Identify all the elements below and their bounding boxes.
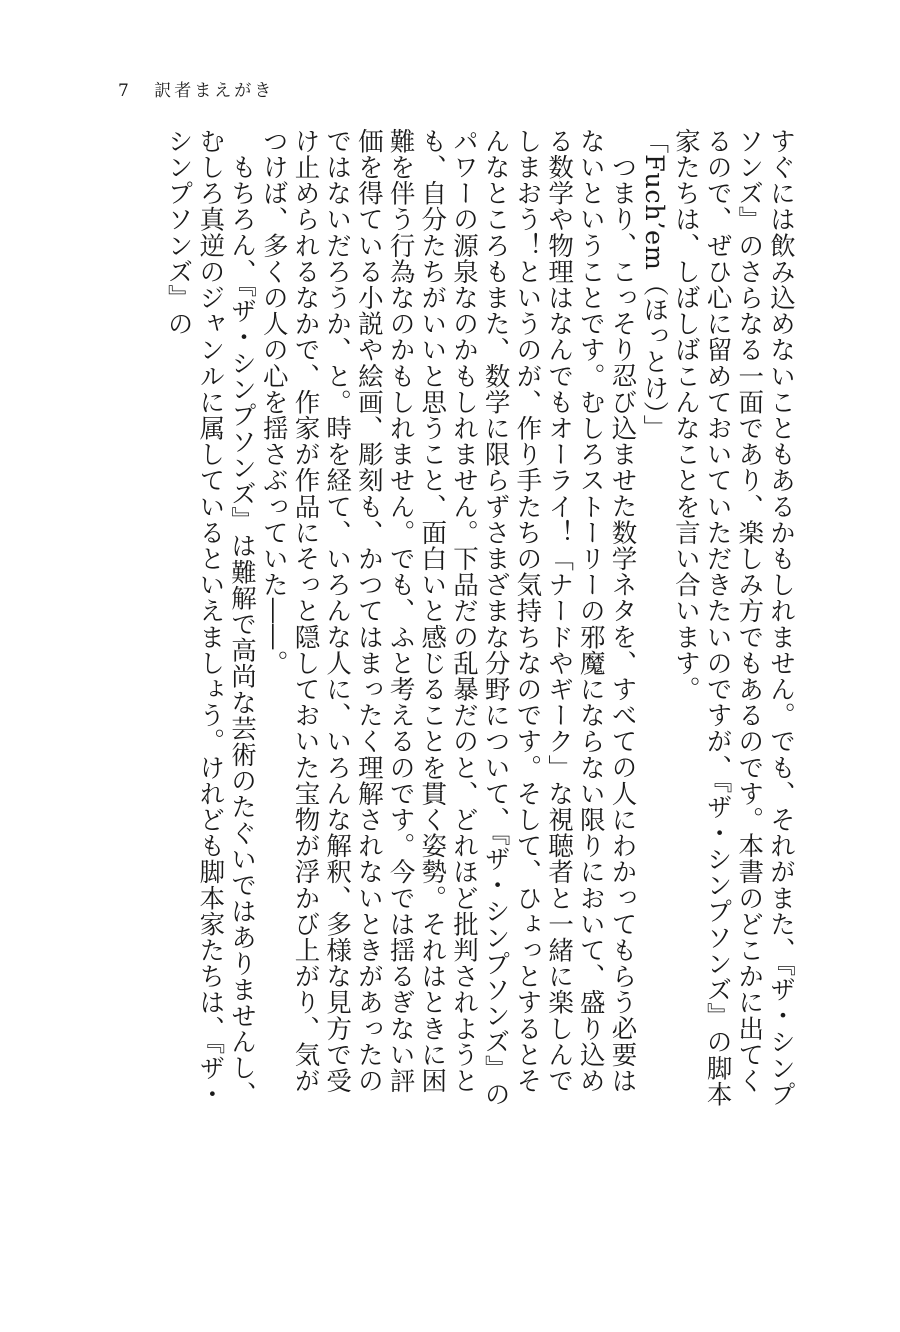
- paragraph-quote: 「Fuch’em（ほっとけ）」: [639, 128, 670, 441]
- running-head: [118, 76, 274, 101]
- paragraph-main: つまり、こっそり忍び込ませた数学ネタを、すべての人にわかってもらう必要はないということです。むしろストーリーの邪魔にならない限りにおいて、盛り込める数学や物理はなんでもオーライ！「ナードやギーク」な視聴者と一緒に楽しんでしまおう！というのが、作り手たちの気持ちなのです。そして、ひょっとするとそんなところもまた、数学に限らずさまざまな分野について、『ザ・シンプソンズ』のパワーの源泉なのかもしれません。下品だの乱暴だのと、どれほど批判されようとも、自分たちがいいと思うこと、面白いと感じることを貫く姿勢。それはときに困難を伴う行為なのかもしれません。でも、ふと考えるのです。今では揺るぎない評価を得ている小説や絵画、彫刻も、かつてはまったく理解されないときがあったのではないだろうか、と。時を経て、いろんな人に、いろんな解釈、多様な見方で受け止められるなかで、作家が作品にそっと隠しておいた宝物が浮かび上がり、気がつけば、多くの人の心を揺さぶっていた――。: [258, 128, 638, 1108]
- paragraph-final: もちろん、『ザ・シンプソンズ』は難解で高尚な芸術のたぐいではありませんし、むしろ真逆のジャンルに属しているといえましょう。けれども脚本家たちは、『ザ・シンプソンズ』の: [163, 128, 258, 1108]
- vertical-body-text: [96, 128, 796, 1108]
- page-number: 7: [118, 81, 132, 101]
- running-title: 訳者まえがき: [154, 81, 275, 101]
- paragraph-continued: すぐには飲み込めないこともあるかもしれません。でも、それがまた、『ザ・シンプソンズ』のさらなる一面であり、楽しみ方でもあるのです。本書のどこかに出てくるので、ぜひ心に留めておいていただきたいのですが、『ザ・シンプソンズ』の脚本家たちは、しばしばこんなことを言い合います。: [670, 128, 796, 1108]
